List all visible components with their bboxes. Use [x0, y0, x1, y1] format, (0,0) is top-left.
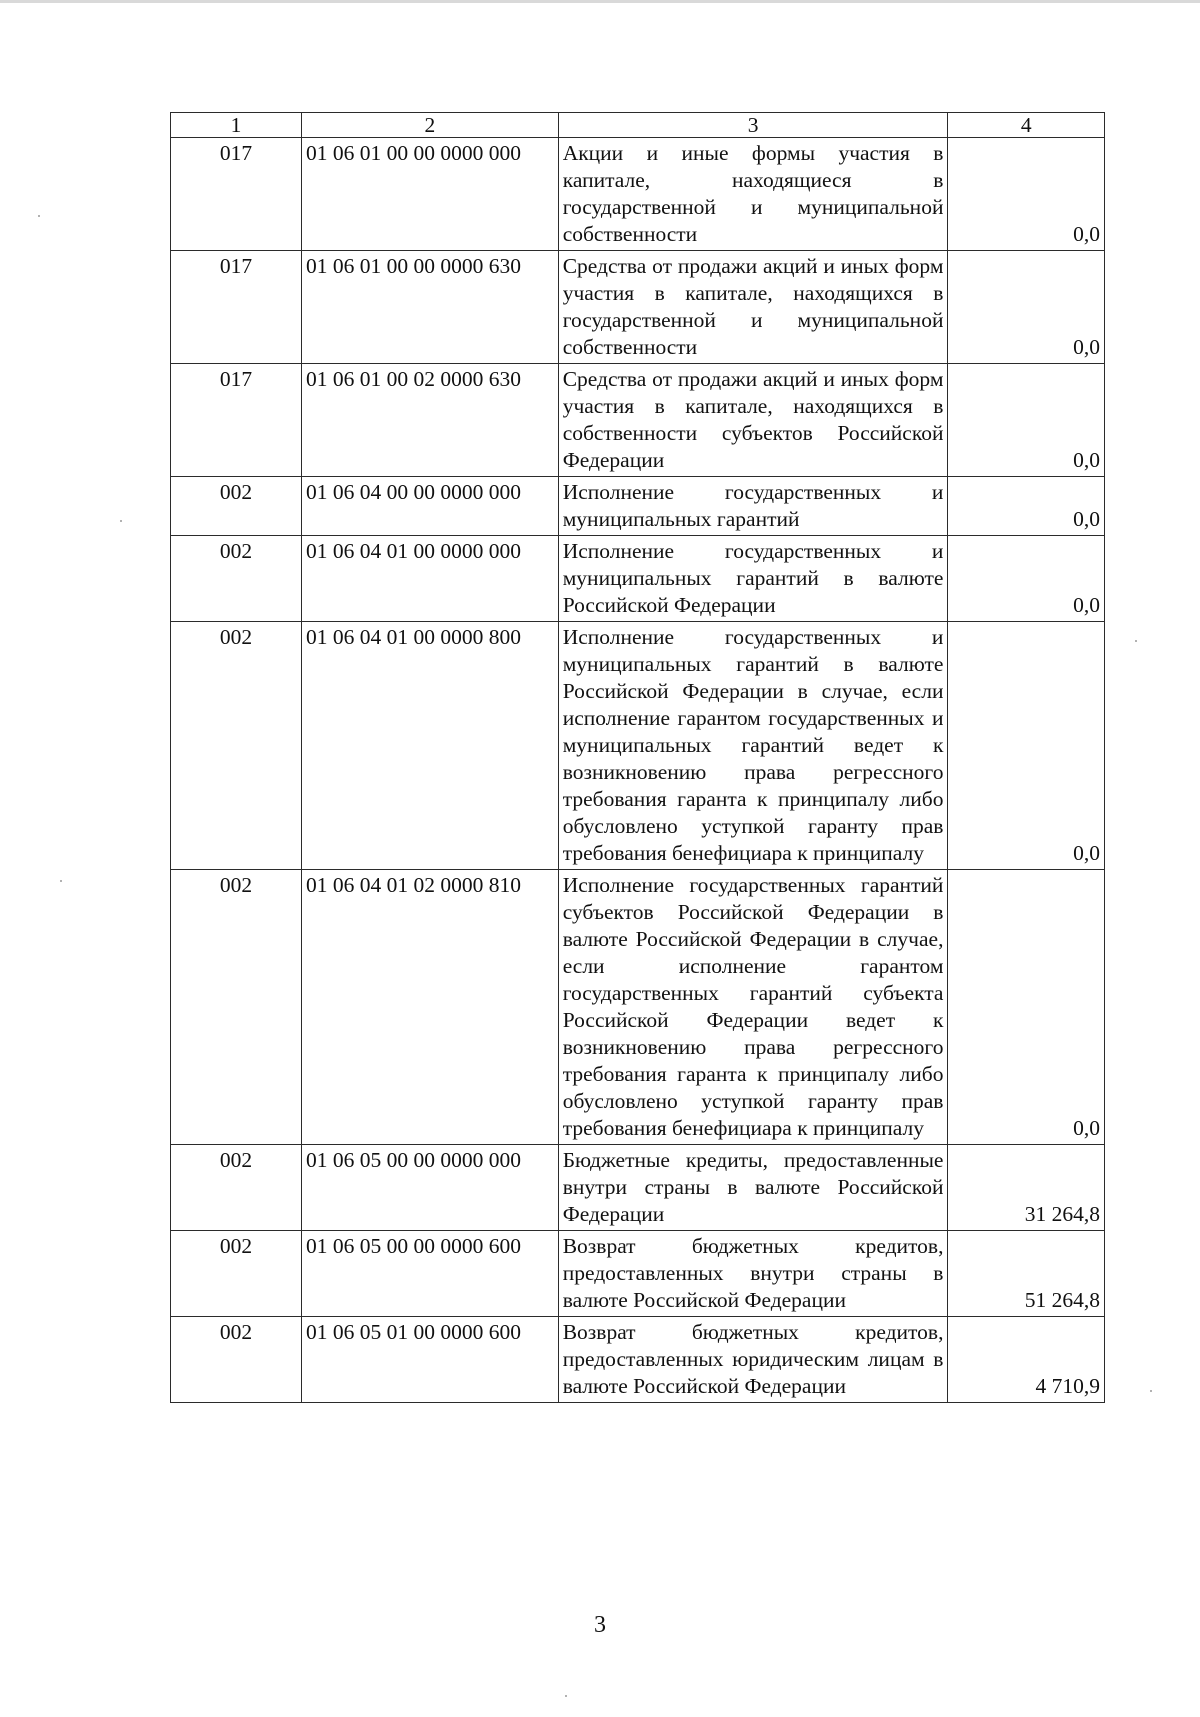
amount-cell: 0,0	[948, 622, 1105, 870]
kbk-code-cell: 01 06 04 00 00 0000 000	[301, 477, 558, 536]
scan-edge	[0, 0, 1200, 3]
table-row	[171, 364, 1105, 477]
scan-speck	[1135, 640, 1137, 642]
admin-code-cell: 017	[171, 138, 302, 251]
amount-cell: 0,0	[948, 138, 1105, 251]
table-row	[171, 1145, 1105, 1231]
kbk-code-cell: 01 06 01 00 02 0000 630	[301, 364, 558, 477]
page-number: 3	[594, 1612, 606, 1638]
amount-cell: 0,0	[948, 251, 1105, 364]
table-row	[171, 622, 1105, 870]
admin-code-cell: 002	[171, 622, 302, 870]
admin-code-cell: 002	[171, 1317, 302, 1403]
kbk-code-cell: 01 06 04 01 00 0000 000	[301, 536, 558, 622]
source-name-cell: Средства от продажи акций и иных форм участия в капитале, находящихся в государственной и муниципальной собственности	[558, 251, 948, 364]
source-name-cell: Бюджетные кредиты, предоставленные внутри страны в валюте Российской Федерации	[558, 1145, 948, 1231]
kbk-code-cell: 01 06 01 00 00 0000 630	[301, 251, 558, 364]
table-row	[171, 1317, 1105, 1403]
amount-cell: 4 710,9	[948, 1317, 1105, 1403]
source-name-cell: Возврат бюджетных кредитов, предоставленных юридическим лицам в валюте Российской Федерации	[558, 1317, 948, 1403]
table-row	[171, 477, 1105, 536]
amount-cell: 0,0	[948, 364, 1105, 477]
scan-speck	[120, 520, 122, 522]
scan-speck	[38, 215, 40, 217]
admin-code-cell: 002	[171, 870, 302, 1145]
table-row	[171, 870, 1105, 1145]
kbk-code-cell: 01 06 01 00 00 0000 000	[301, 138, 558, 251]
header-cell-4: 4	[948, 113, 1105, 138]
table-row	[171, 1231, 1105, 1317]
table-row	[171, 138, 1105, 251]
header-cell-2: 2	[301, 113, 558, 138]
source-name-cell: Средства от продажи акций и иных форм участия в капитале, находящихся в собственности субъектов Российской Федерации	[558, 364, 948, 477]
admin-code-cell: 017	[171, 251, 302, 364]
admin-code-cell: 002	[171, 477, 302, 536]
source-name-cell: Исполнение государственных и муниципальных гарантий в валюте Российской Федерации	[558, 536, 948, 622]
amount-cell: 0,0	[948, 870, 1105, 1145]
amount-cell: 51 264,8	[948, 1231, 1105, 1317]
scan-speck	[60, 880, 62, 882]
scan-speck	[565, 1695, 567, 1697]
kbk-code-cell: 01 06 05 01 00 0000 600	[301, 1317, 558, 1403]
amount-cell: 0,0	[948, 477, 1105, 536]
source-name-cell: Акции и иные формы участия в капитале, находящиеся в государственной и муниципальной собственности	[558, 138, 948, 251]
amount-cell: 0,0	[948, 536, 1105, 622]
source-name-cell: Исполнение государственных и муниципальных гарантий в валюте Российской Федерации в случае, если исполнение гарантом государственных и муниципальных гарантий ведет к возникновению права регрессного требования гаранта к принципалу либо обусловлено уступкой гаранту прав требования бенефициара к принципалу	[558, 622, 948, 870]
admin-code-cell: 002	[171, 1145, 302, 1231]
table-row	[171, 251, 1105, 364]
table-header-row	[171, 113, 1105, 138]
kbk-code-cell: 01 06 05 00 00 0000 000	[301, 1145, 558, 1231]
header-cell-3: 3	[558, 113, 948, 138]
source-name-cell: Исполнение государственных и муниципальных гарантий	[558, 477, 948, 536]
scan-speck	[1150, 1390, 1152, 1392]
kbk-code-cell: 01 06 04 01 02 0000 810	[301, 870, 558, 1145]
admin-code-cell: 002	[171, 536, 302, 622]
budget-sources-table	[170, 112, 1105, 1403]
admin-code-cell: 002	[171, 1231, 302, 1317]
source-name-cell: Возврат бюджетных кредитов, предоставленных внутри страны в валюте Российской Федерации	[558, 1231, 948, 1317]
admin-code-cell: 017	[171, 364, 302, 477]
amount-cell: 31 264,8	[948, 1145, 1105, 1231]
table-row	[171, 536, 1105, 622]
kbk-code-cell: 01 06 05 00 00 0000 600	[301, 1231, 558, 1317]
kbk-code-cell: 01 06 04 01 00 0000 800	[301, 622, 558, 870]
source-name-cell: Исполнение государственных гарантий субъектов Российской Федерации в валюте Российской Федерации в случае, если исполнение гарантом государственных гарантий субъекта Российской Федерации ведет к возникновению права регрессного требования гаранта к принципалу либо обусловлено уступкой гаранту прав требования бенефициара к принципалу	[558, 870, 948, 1145]
header-cell-1: 1	[171, 113, 302, 138]
